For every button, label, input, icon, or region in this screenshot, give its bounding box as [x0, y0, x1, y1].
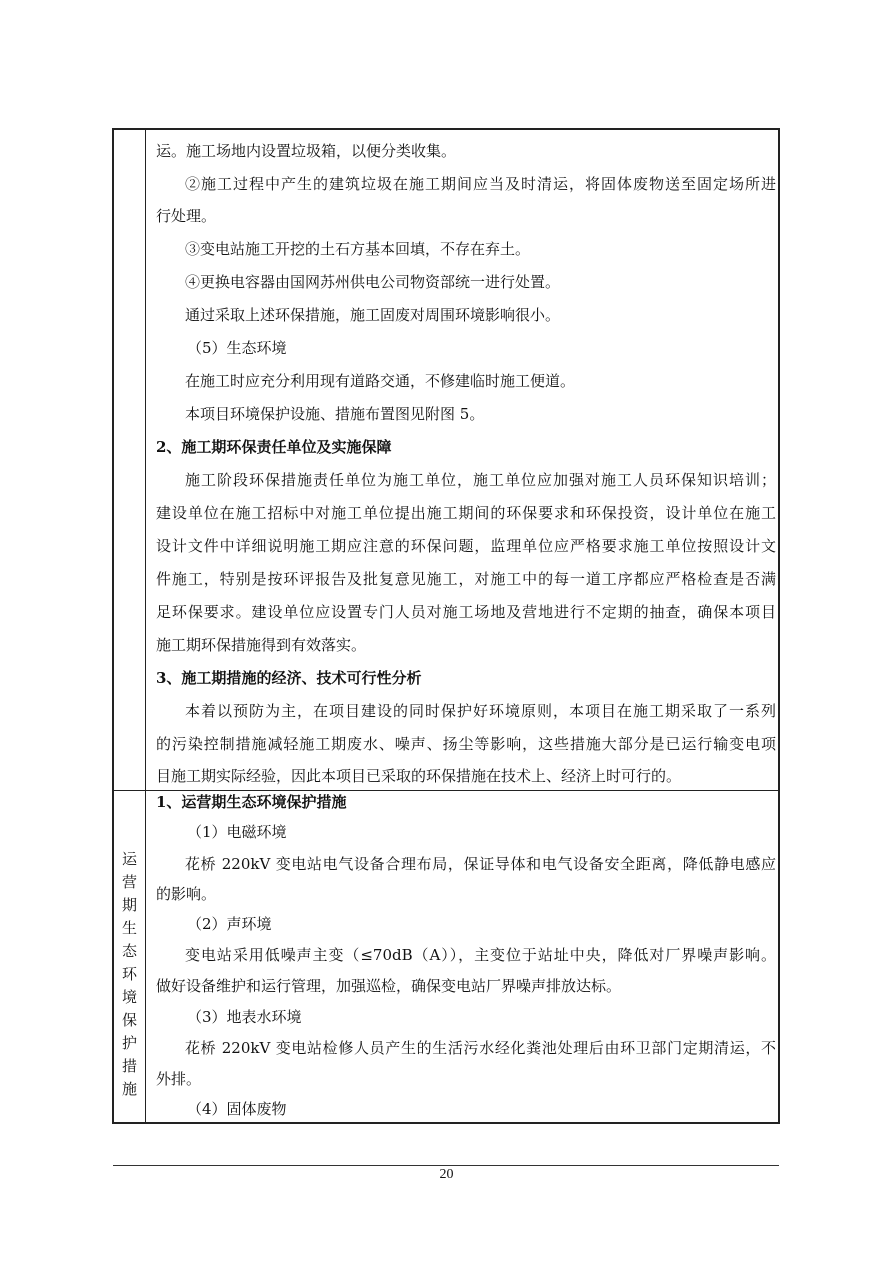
- subheading: （4）固体废物: [187, 1100, 287, 1118]
- text-line: 本着以预防为主，在项目建设的同时保护好环境原则，本项目在施工期采取了一系列: [185, 702, 776, 720]
- text-line: 在施工时应充分利用现有道路交通，不修建临时施工便道。: [185, 372, 576, 390]
- text-line: 本项目环境保护设施、措施布置图见附图 5。: [185, 405, 485, 423]
- text-line: 运。施工场地内设置垃圾箱，以便分类收集。: [156, 142, 457, 160]
- text-line: 件施工，特别是按环评报告及批复意见施工，对施工中的每一道工序都应严格检查是否满: [156, 570, 776, 588]
- label-char: 环: [121, 965, 137, 983]
- label-char: 期: [121, 896, 137, 914]
- text-line: 设计文件中详细说明施工期应注意的环保问题，监理单位应严格要求施工单位按照设计文: [156, 537, 776, 555]
- label-char: 态: [121, 942, 137, 960]
- label-char: 保: [121, 1011, 137, 1029]
- text-line: 花桥 220kV 变电站电气设备合理布局，保证导体和电气设备安全距离，降低静电感应: [185, 855, 776, 873]
- text-line: 施工阶段环保措施责任单位为施工单位，施工单位应加强对施工人员环保知识培训；: [185, 471, 776, 489]
- measures-table: [112, 128, 780, 1124]
- label-char: 护: [121, 1034, 137, 1052]
- text-line: 行处理。: [156, 207, 217, 225]
- page-number: 20: [439, 1167, 454, 1182]
- subheading: （3）地表水环境: [187, 1008, 302, 1026]
- text-line: 的影响。: [156, 885, 217, 903]
- label-char: 境: [121, 988, 137, 1006]
- text-line: 通过采取上述环保措施，施工固废对周围环境影响很小。: [185, 306, 561, 324]
- column-divider: [145, 130, 146, 1122]
- text-line: 施工期环保措施得到有效落实。: [156, 636, 367, 654]
- text-line: 做好设备维护和运行管理，加强巡检，确保变电站厂界噪声排放达标。: [156, 977, 622, 995]
- text-line: ④更换电容器由国网苏州供电公司物资部统一进行处置。: [185, 273, 561, 291]
- subheading: （5）生态环境: [187, 339, 287, 357]
- section-heading: 3、施工期措施的经济、技术可行性分析: [156, 669, 422, 687]
- subheading: （1）电磁环境: [187, 823, 287, 841]
- label-char: 措: [121, 1057, 137, 1075]
- text-line: ②施工过程中产生的建筑垃圾在施工期间应当及时清运，将固体废物送至固定场所进: [185, 175, 776, 193]
- text-line: 花桥 220kV 变电站检修人员产生的生活污水经化粪池处理后由环卫部门定期清运，不: [185, 1039, 776, 1057]
- text-line: 外排。: [156, 1070, 202, 1088]
- row-divider: [114, 790, 778, 791]
- label-char: 运: [121, 850, 137, 868]
- text-line: 建设单位在施工招标中对施工单位提出施工期间的环保要求和环保投资，设计单位在施工: [156, 504, 776, 522]
- subheading: （2）声环境: [187, 915, 272, 933]
- label-char: 施: [121, 1080, 137, 1098]
- label-char: 生: [121, 919, 137, 937]
- section-heading: 2、施工期环保责任单位及实施保障: [156, 438, 392, 456]
- text-line: 目施工期实际经验，因此本项目已采取的环保措施在技术上、经济上时可行的。: [156, 767, 682, 785]
- text-line: 足环保要求。建设单位应设置专门人员对施工场地及营地进行不定期的抽查，确保本项目: [156, 603, 776, 621]
- section-heading: 1、运营期生态环境保护措施: [156, 793, 347, 811]
- footer-rule: [113, 1165, 779, 1166]
- text-line: ③变电站施工开挖的土石方基本回填，不存在弃土。: [185, 240, 531, 258]
- label-char: 营: [121, 873, 137, 891]
- text-line: 变电站采用低噪声主变（≤70dB（A）），主变位于站址中央，降低对厂界噪声影响。: [185, 946, 776, 964]
- text-line: 的污染控制措施减轻施工期废水、噪声、扬尘等影响，这些措施大部分是已运行输变电项: [156, 735, 776, 753]
